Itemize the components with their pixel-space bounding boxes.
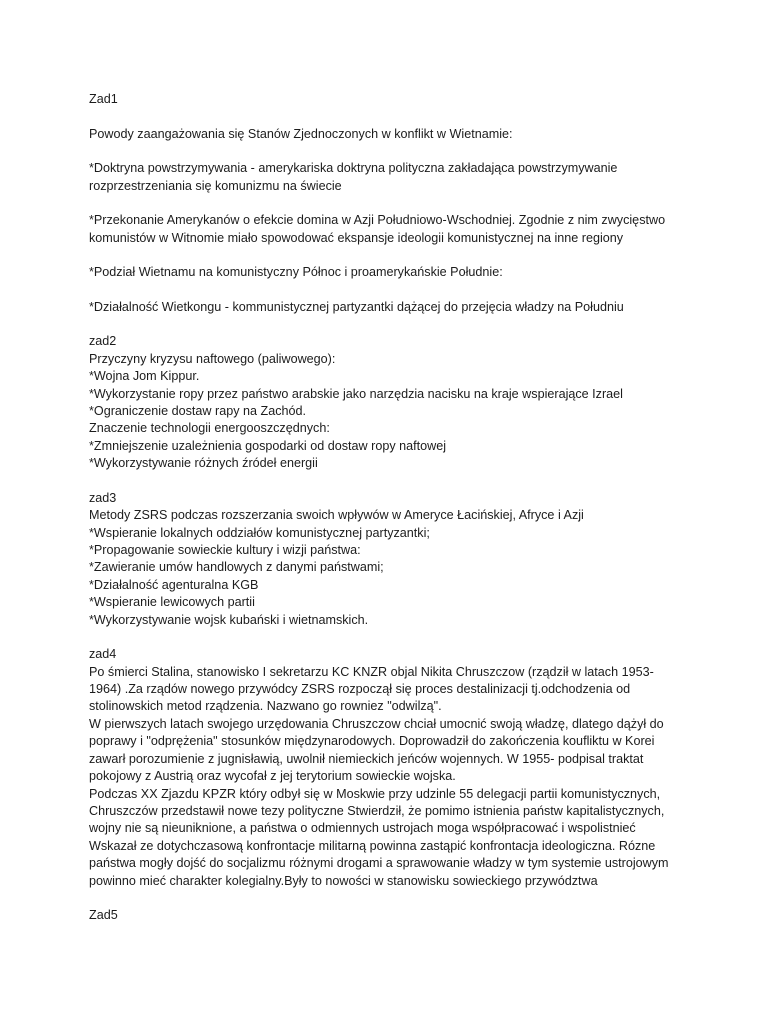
- document-page: [89, 91, 729, 925]
- zad4-line: państwa mogły dojść do socjalizmu różnymi drogami a sprawowanie władzy w tym systemie ustrojowym: [89, 856, 669, 871]
- zad4-line: powinno mieć charakter kolegialny.Były to nowości w stanowisku sowieckiego przywództwa: [89, 873, 598, 888]
- zad2-line: *Wykorzystywanie różnych źródeł energii: [89, 456, 318, 471]
- zad5-heading: Zad5: [89, 908, 118, 923]
- zad4-line: W pierwszych latach swojego urzędowania Chruszczow chciał umocnić swoją władzę, dlatego dążył do: [89, 716, 664, 731]
- zad2-line: Przyczyny kryzysu naftowego (paliwowego):: [89, 351, 336, 366]
- zad3-line: Metody ZSRS podczas rozszerzania swoich wpływów w Ameryce Łacińskiej, Afryce i Azji: [89, 508, 584, 523]
- zad3-line: *Wspieranie lokalnych oddziałów komunistycznej partyzantki;: [89, 525, 430, 540]
- zad2-line: *Wojna Jom Kippur.: [89, 369, 200, 384]
- zad4-line: Wskazał ze dotychczasową konfrontacje militarną powinna zastąpić konfrontacja ideologiczna. Rózne: [89, 838, 656, 853]
- zad2-line: *Ograniczenie dostaw rapy na Zachód.: [89, 404, 307, 418]
- zad2-line: *Wykorzystanie ropy przez państwo arabskie jako narzędzia nacisku na kraje wspierające Izrael: [89, 386, 623, 401]
- zad1-point2-line2: komunistów w Witnomie miało spowodować ekspansje ideologii komunistycznej na inne regiony: [89, 230, 624, 245]
- zad1-intro: Powody zaangażowania się Stanów Zjednoczonych w konflikt w Wietnamie:: [89, 126, 513, 141]
- zad3-line: *Wykorzystywanie wojsk kubański i wietnamskich.: [89, 612, 369, 627]
- zad4-line: poprawy i "odprężenia" stosunków międzynarodowych. Doprowadził do zakończenia koufliktu w Korei: [89, 734, 655, 749]
- zad4-line: stolinowskich metod rządzenia. Nazwano go rowniez "odwilzą".: [89, 699, 442, 714]
- zad3-line: *Wspieranie lewicowych partii: [89, 595, 255, 610]
- zad2-heading: zad2: [89, 334, 117, 349]
- zad4-line: 1964) .Za rządów nowego przywódcy ZSRS rozpoczął się proces destalinizacji tj.odchodzenia od: [89, 682, 631, 697]
- zad3-line: *Działalność agenturalna KGB: [89, 577, 259, 592]
- zad1-heading: Zad1: [89, 92, 118, 106]
- zad2-line: *Zmniejszenie uzależnienia gospodarki od dostaw ropy naftowej: [89, 438, 447, 453]
- zad4-line: pokojowy z Austrią oraz wycofał z jej terytorium sowieckie wojska.: [89, 769, 456, 784]
- zad4-line: zawarł porozumienie z jugnisławią, uwolnił niemieckich jeńców wojennych. W 1955- podpisal traktat: [89, 751, 644, 766]
- zad4-heading: zad4: [89, 647, 117, 662]
- zad3-line: *Zawieranie umów handlowych z danymi państwami;: [89, 560, 384, 575]
- zad4-line: Po śmierci Stalina, stanowisko I sekretarzu KC KNZR objal Nikita Chruszczow (rządził w latach 1953-: [89, 664, 654, 679]
- zad3-line: *Propagowanie sowieckie kultury i wizji państwa:: [89, 543, 361, 558]
- zad4-line: wojny nie są nieuniknione, a państwa o odmiennych ustrojach moga współpracować i wspolistnieć: [89, 821, 636, 836]
- zad4-line: Chruszczów przedstawił nowe tezy polityczne Stwierdził, że pomimo istnienia państw kapitalistycznych,: [89, 803, 665, 818]
- zad1-point4: *Działalność Wietkongu - kommunistycznej partyzantki dążącej do przejęcia władzy na Południu: [89, 299, 624, 314]
- zad4-line: Podczas XX Zjazdu KPZR który odbył się w Moskwie przy udzinle 55 delegacji partii komunistycznych,: [89, 786, 661, 801]
- zad1-point1-line1: *Doktryna powstrzymywania - amerykariska doktryna polityczna zakładająca powstrzymywanie: [89, 161, 618, 176]
- zad1-point3: *Podział Wietnamu na komunistyczny Północ i proamerykańskie Południe:: [89, 265, 503, 280]
- zad1-point1-line2: rozprzestrzeniania się komunizmu na świecie: [89, 178, 342, 193]
- zad2-line: Znaczenie technologii energooszczędnych:: [89, 421, 330, 436]
- zad3-heading: zad3: [89, 490, 117, 505]
- zad1-point2-line1: *Przekonanie Amerykanów o efekcie domina w Azji Południowo-Wschodniej. Zgodnie z nim zwycięstwo: [89, 213, 666, 228]
